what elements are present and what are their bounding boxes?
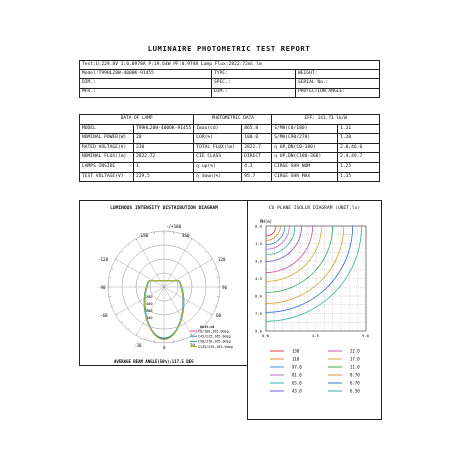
photometric-cell: T99HL20W-4000K-91455 [133,124,193,134]
polar-tick [191,334,192,336]
polar-title: LUMINOUS INTENSITY DISTRIBUTION DIAGRAM [110,206,218,211]
photometric-row [80,134,380,144]
polar-angle-label: 0 [163,345,166,350]
polar-spoke [164,259,212,287]
photometric-rows [80,124,380,182]
info-serial: SERIAL No.: [296,79,380,88]
info-spec: SPEC.: [212,79,296,88]
photometric-cell: 1 [133,162,193,172]
photometric-cell: 2822.72 [133,153,193,163]
isolux-legend-label: 11.0 [350,364,360,370]
info-model: Model:T99HL20W-4000K-91455 [80,70,212,79]
polar-legend-label: C45/225,165.0deg [198,334,231,339]
polar-spoke [164,287,212,315]
photometric-cell: DIRECT [242,153,272,163]
photometric-header: PHOTOMETRIC DATA [194,115,272,125]
isolux-legend-label: 81.0 [292,372,302,378]
polar-tick [128,328,129,330]
isolux-legend-label: 6.50 [350,388,360,394]
photometric-cell: η up(%) [194,162,242,172]
photometric-cell: η UP,DN(C180-360) [272,153,338,163]
polar-tick [116,259,118,260]
polar-tick [136,239,137,241]
photometric-cell: 1.31 [338,124,380,134]
polar-unit-label: Unit:cd [200,325,215,329]
polar-angle-label: -30 [134,343,142,348]
photometric-cell: 1.25 [338,162,380,172]
photometric-cell: 4.3 [242,162,272,172]
efficacy-header: EFF: 143.71 lm/W [272,115,380,125]
polar-spoke [164,239,192,287]
photometric-cell: 2.0,46.0 [338,143,380,153]
isolux-ylabel: MH(m) [260,219,273,224]
photometric-cell: 229.5 [133,172,193,182]
polar-tick [121,322,123,323]
info-protection: PROTECTION ANGLE: [296,88,380,97]
isolux-legend-label: 130 [292,348,300,354]
polar-spoke [116,259,164,287]
isolux-xtick: 0.0 [262,333,269,338]
isolux-curve-11 [266,226,362,321]
photometric-cell: NOMINAL POWER(W) [80,134,134,144]
photometric-cell: CIE CLASS [194,153,242,163]
polar-ring-label: 400 [146,302,153,306]
isolux-legend-label: 17.0 [350,356,360,362]
lamp-header: DATA OF LAMP [80,115,194,125]
polar-tick [145,338,146,340]
polar-tick [205,322,207,323]
photometric-cell: 2822.7 [242,143,272,153]
polar-ring-label: 800 [146,316,153,320]
polar-footer: AVERAGE BEAM ANGLE(50%):117.5 DEG [114,359,194,364]
polar-tick [215,305,217,306]
isolux-curve-4 [266,226,295,255]
photometric-row [80,162,380,172]
polar-panel [79,200,249,366]
photometric-cell: 1.35 [338,172,380,182]
info-dim2: DIM.: [212,88,296,97]
polar-top-label: -/+180 [166,224,182,229]
photometric-cell: 2.4,49.7 [338,153,380,163]
isolux-legend-label: 43.0 [292,388,302,394]
polar-tick [136,334,137,336]
photometric-cell: LAMPS INSIDE [80,162,134,172]
polar-angle-label: 60 [216,313,222,318]
isolux-title: CU PLANE ISOLUX DIAGRAM (UNIT:lx) [268,206,361,211]
test-line: Test:U:229.8V I:0.0978A P:19.64W PF:0.9748 Lamp Flux:2822.72ml lm [80,61,380,70]
photometric-cell: CIRGE SHR NOM [272,162,338,172]
polar-legend-label: C135/315,165.0deg [198,344,233,349]
polar-angle-label: -150 [138,233,149,238]
photometric-table [79,114,380,182]
polar-tick [191,239,192,241]
photometric-cell: 230 [133,143,193,153]
polar-spoke [116,287,164,315]
isolux-ytick: 0.0 [255,223,262,229]
polar-tick [111,268,113,269]
photometric-cell: S/MH(C90/270) [272,134,338,144]
isolux-curve-0 [266,226,276,236]
photometric-cell: 865.8 [242,124,272,134]
polar-tick [199,244,200,246]
report-title: LUMINAIRE PHOTOMETRIC TEST REPORT [147,44,311,53]
isolux-ytick: 9.0 [255,328,262,334]
photometric-row [80,143,380,153]
photometric-cell: η down(%) [194,172,242,182]
polar-angle-label: 150 [182,233,190,238]
isolux-curve-10 [266,226,353,312]
polar-legend-label: C90/270,165.0deg [198,339,231,344]
photometric-cell: TOTAL FLUX(lm) [194,143,242,153]
polar-angle-label: 90 [222,285,228,290]
photometric-cell: 95.7 [242,172,272,182]
isolux-ytick: 6.0 [255,293,262,299]
photometric-row [80,124,380,134]
isolux-diagram [248,201,381,419]
photometric-cell: CIRGE SHR MAX [272,172,338,182]
isolux-legend-label: 110 [292,356,300,362]
polar-tick [182,338,183,340]
polar-angle-label: 120 [218,257,226,262]
photometric-cell: NOMINAL FLUX(lm) [80,153,134,163]
polar-tick [121,251,123,252]
isolux-legend-label: 22.0 [350,348,360,354]
polar-angle-label: -120 [98,257,109,262]
polar-ring-label: 600 [146,309,153,313]
polar-angle-label: 30 [190,343,196,348]
photometric-cell: MODEL [80,124,134,134]
isolux-legend-label: 6.70 [350,380,360,386]
photometric-cell: RATED VOLTAGE(V) [80,143,134,153]
info-weight: WEIGHT: [296,70,380,79]
polar-tick [116,314,118,315]
photometric-cell: TEST VOLTAGE(V) [80,172,134,182]
isolux-curve-3 [266,226,289,249]
isolux-legend-label: 65.0 [292,380,302,386]
polar-tick [211,314,213,315]
photometric-cell: 1.20 [338,134,380,144]
info-type: TYPE: [212,70,296,79]
polar-ring-label: 200 [146,295,153,299]
photometric-cell: 100.0 [242,134,272,144]
isolux-ytick: 7.5 [255,311,262,316]
photometric-row [80,153,380,163]
info-mfr: MFR.: [80,88,212,97]
polar-tick [211,259,213,260]
polar-tick [128,244,129,246]
isolux-ytick: 1.5 [255,241,262,246]
isolux-legend-label: 8.70 [350,372,360,378]
isolux-ytick: 4.5 [255,276,262,281]
polar-tick [215,268,217,269]
photometric-row [80,172,380,182]
isolux-xtick: 4.5 [312,333,319,338]
isolux-legend-label: 97.0 [292,364,302,370]
polar-legend-label: C0/180,165.0deg [198,329,229,334]
info-table [79,60,380,98]
photometric-cell: η UP,DN(C0-180) [272,143,338,153]
polar-angle-label: -60 [100,313,108,318]
info-dim: DIM.: [80,79,212,88]
polar-spoke [136,239,164,287]
photometric-cell: LOR(%) [194,134,242,144]
polar-tick [111,305,113,306]
isolux-ytick: 3.0 [255,258,262,264]
isolux-xtick: 9.0 [362,333,369,338]
polar-angle-label: -90 [98,285,106,290]
polar-diagram [80,201,248,365]
photometric-cell: Imax(cd) [194,124,242,134]
photometric-cell: S/MH(C0/180) [272,124,338,134]
isolux-panel [247,200,382,420]
photometric-cell: 20 [133,134,193,144]
polar-tick [205,251,207,252]
